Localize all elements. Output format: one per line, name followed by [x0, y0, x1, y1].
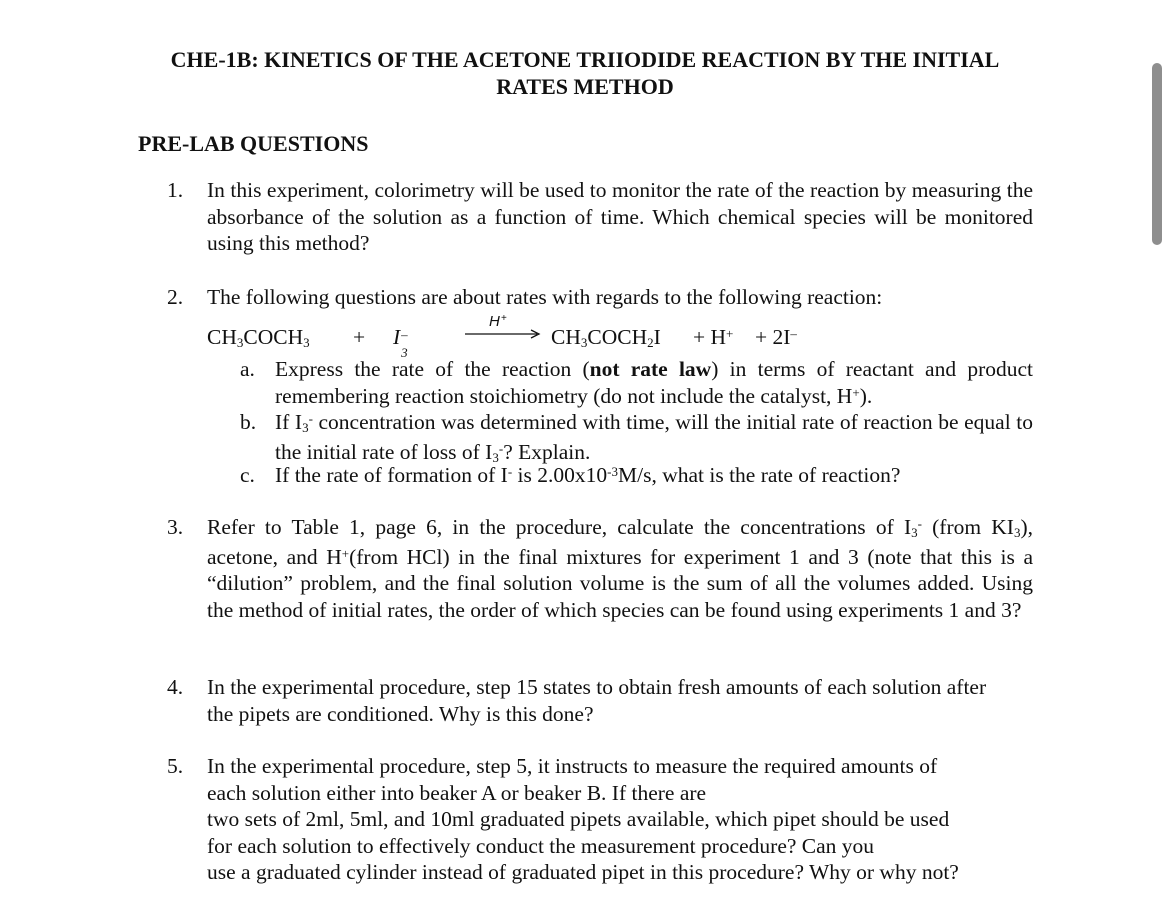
reactant-acetone: $CH_3COCH_3$: [207, 325, 310, 350]
question-number: 3.: [167, 515, 184, 539]
question-line: each solution either into beaker A or beaker B. If there are: [207, 780, 707, 805]
sub-label: a.: [240, 357, 255, 381]
question-line: In the experimental procedure, step 5, it instructs to measure the required amounts of: [207, 754, 938, 778]
section-heading: PRE-LAB QUESTIONS: [138, 131, 369, 156]
question-line: use a graduated cylinder instead of graduated pipet in this procedure? Why or why not?: [207, 860, 959, 884]
sub-label: b.: [240, 410, 257, 434]
reaction-equation: [207, 313, 1033, 360]
sub-text: If $I_3^-$ concentration was determined with time, will the initial rate of reaction be equal to the initial rate of loss of $I_3^-$? Explain.: [275, 410, 1033, 465]
question-number: 2.: [167, 285, 184, 309]
svg-text:+: +: [501, 313, 507, 324]
question-text: In the experimental procedure, step 15 states to obtain fresh amounts of each solution after the pipets are conditioned. Why is this done?: [207, 675, 987, 726]
sub-label: c.: [240, 463, 255, 487]
question-text: The following questions are about rates with regards to the following reaction:: [207, 285, 883, 309]
product-iodoacetone: $CH_3COCH_2I$: [551, 325, 661, 350]
question-line: two sets of 2ml, 5ml, and 10ml graduated pipets available, which pipet should be used: [207, 807, 950, 831]
sub-text: Express the rate of the reaction (not rate law) in terms of reactant and product remembering reaction stoichiometry (do not include the catalyst, H+).: [275, 357, 1033, 408]
document-title: [0, 46, 1170, 100]
question-number: 1.: [167, 178, 184, 202]
question-text: Refer to Table 1, page 6, in the procedure, calculate the concentrations of $I_3^-$ (from $KI_3$), acetone, and H+(from HCl) in the final mixtures for experiment 1 and 3 (note that this is a “dilution” problem, and the final solution volume is the sum of all the volumes added. Using the method of initial rates, the order of which species can be found using experiments 1 and 3?: [207, 515, 1034, 622]
product-hydrogen-ion: + H+: [693, 325, 734, 349]
question-text: In this experiment, colorimetry will be used to monitor the rate of the reaction by measuring the absorbance of the solution as a function of time. Which chemical species will be monitored using this method?: [207, 178, 1033, 255]
question-text: [207, 753, 1033, 886]
question-number: 5.: [167, 754, 184, 778]
question-line: for each solution to effectively conduct the measurement procedure? Can you: [207, 833, 875, 858]
vertical-scrollbar[interactable]: [1152, 63, 1162, 245]
title-line-1: CHE-1B: KINETICS OF THE ACETONE TRIIODIDE REACTION BY THE INITIAL: [170, 47, 1000, 72]
reactant-triiodide: I – 3: [393, 325, 408, 360]
question-number: 4.: [167, 675, 184, 699]
product-iodide: + 2I–: [755, 325, 797, 349]
sub-text: If the rate of formation of I- is $2.00x10^{-3}M/s$, what is the rate of reaction?: [275, 463, 901, 487]
plus-sign: +: [353, 325, 366, 349]
title-line-2: RATES METHOD: [496, 74, 674, 99]
svg-text:H: H: [489, 313, 500, 330]
